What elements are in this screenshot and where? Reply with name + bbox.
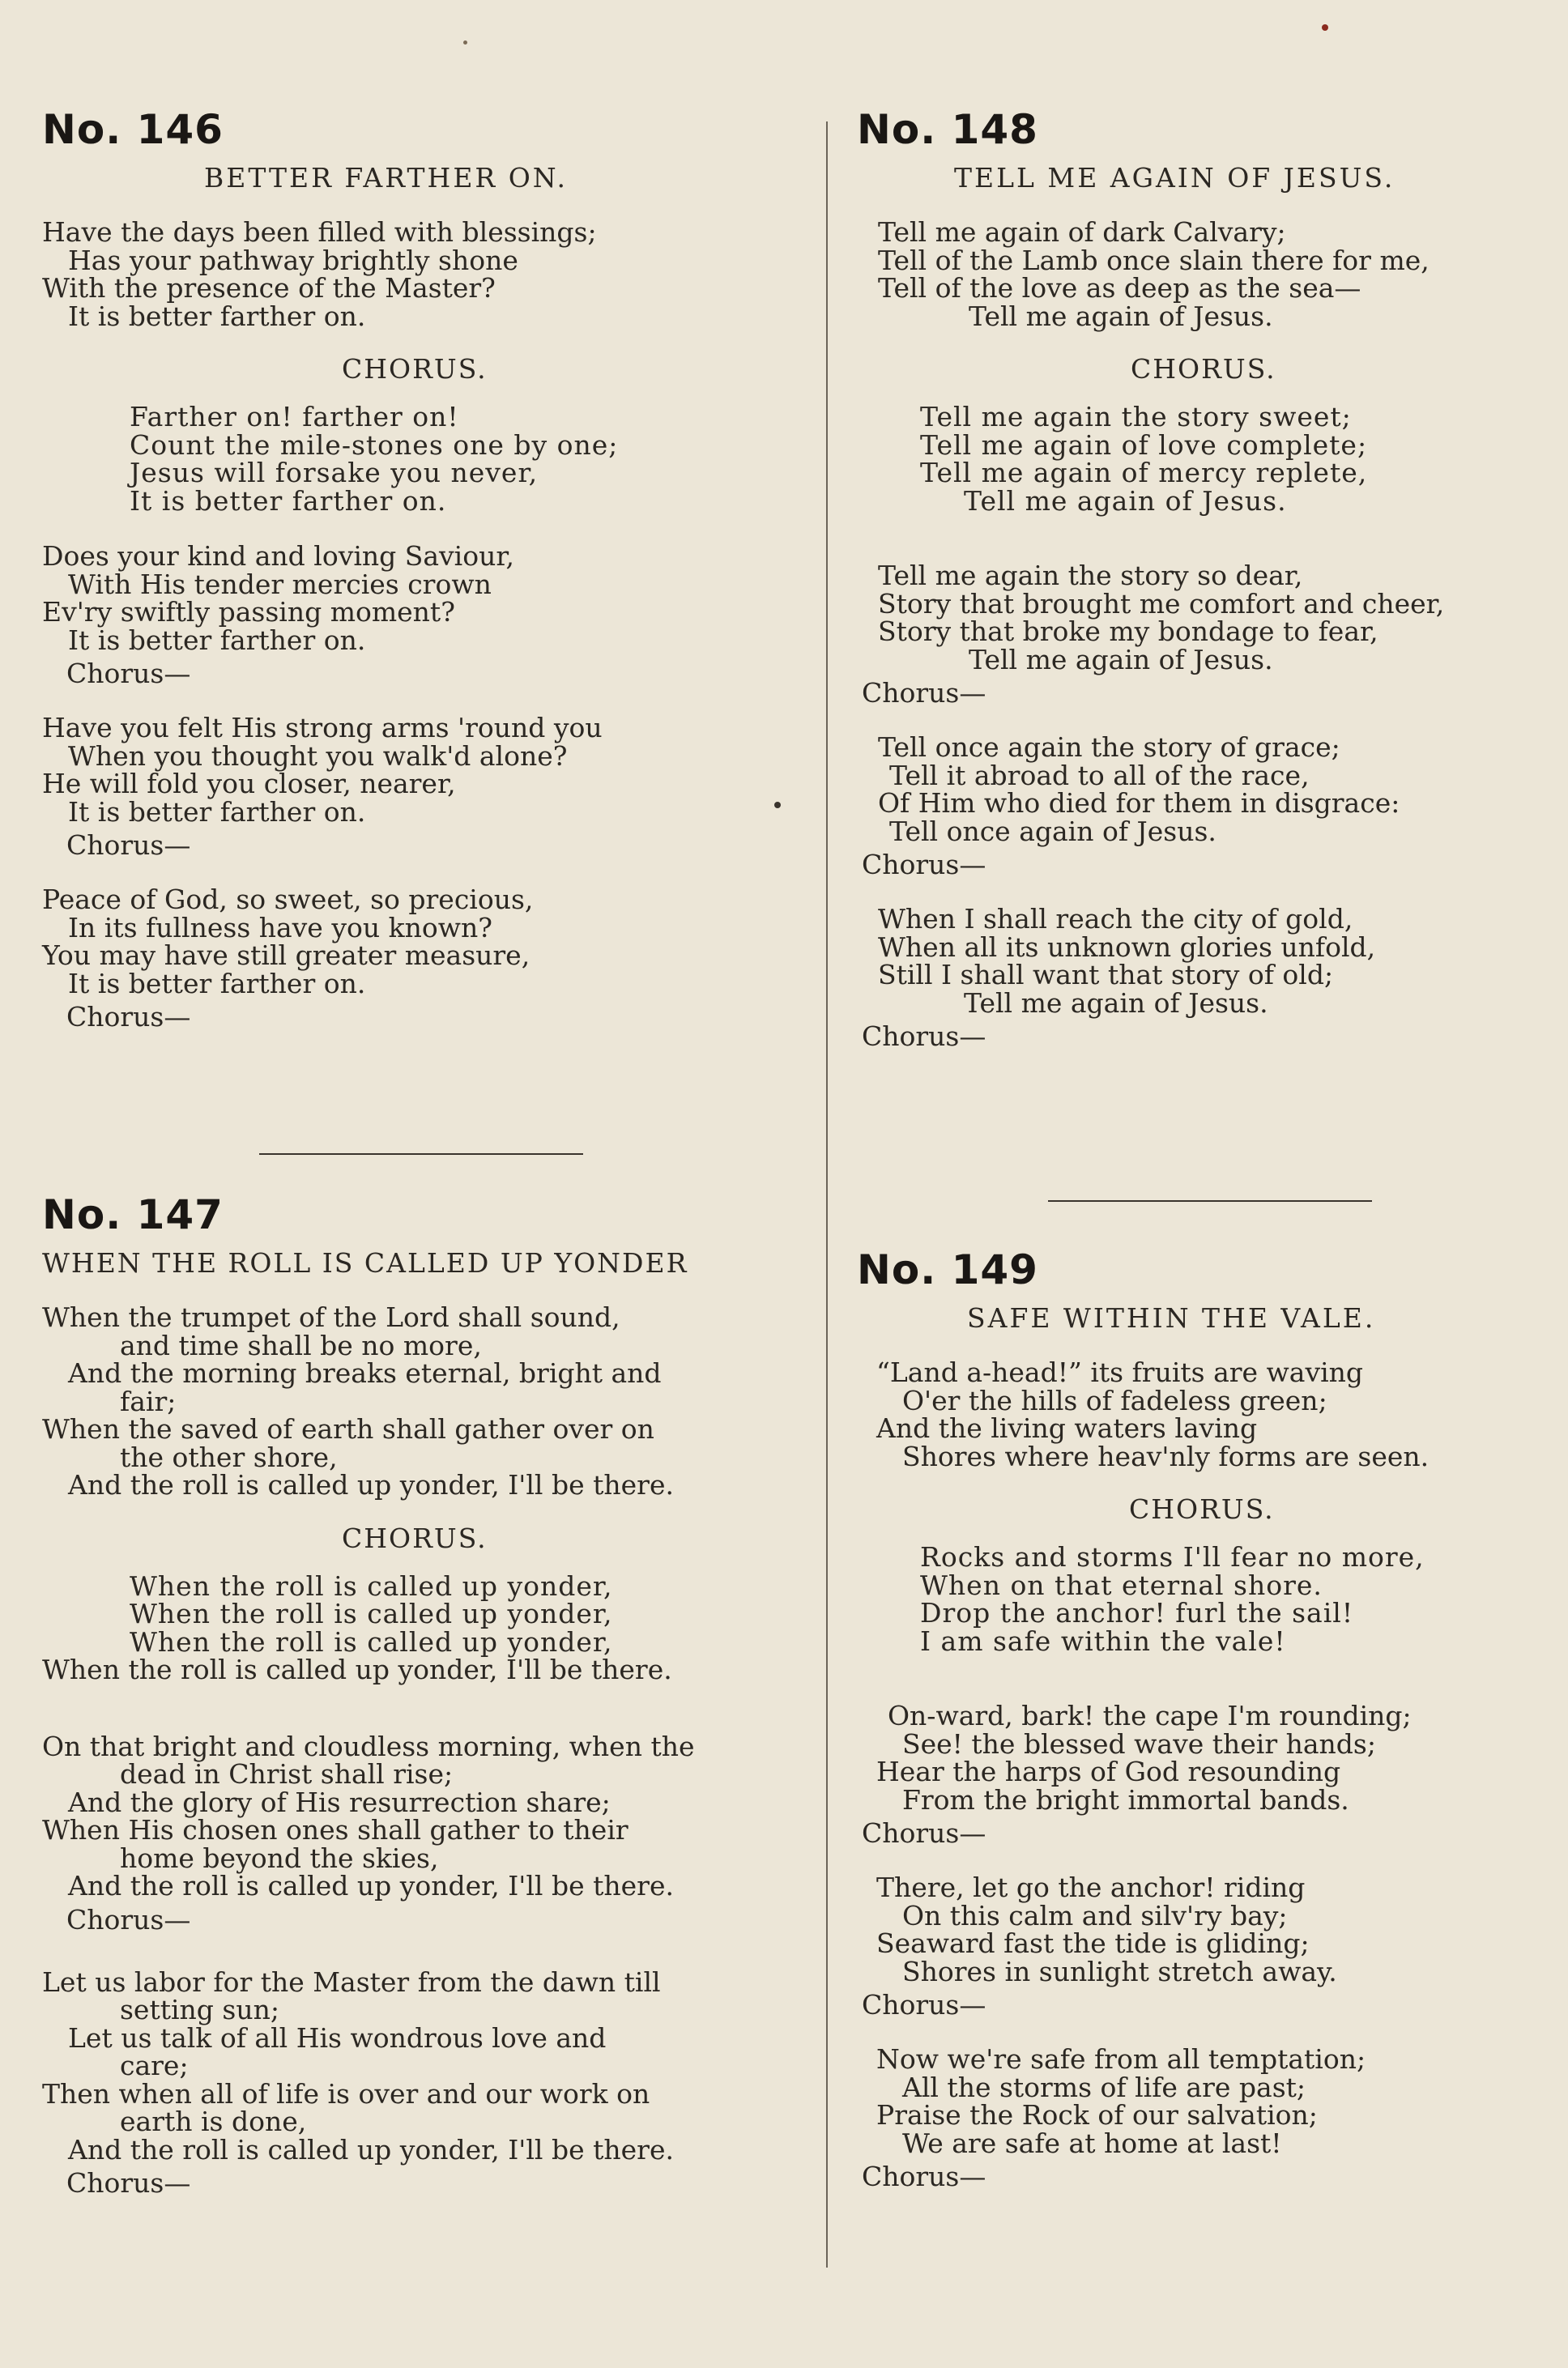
verse-line: care; (120, 2050, 189, 2081)
hymn-149 (857, 1246, 1553, 2217)
verse-line: Does your kind and loving Saviour, (42, 540, 514, 572)
hymn-number: No. 148 (857, 106, 1038, 153)
verse-line: When I shall reach the city of gold, (878, 903, 1353, 935)
hymn-148 (857, 105, 1553, 1077)
verse-line: It is better farther on. (68, 300, 366, 332)
chorus-line: Tell me again of mercy replete, (920, 457, 1368, 488)
chorus-heading: CHORUS. (1131, 353, 1276, 385)
column-divider (826, 121, 828, 2268)
chorus-line: When the roll is called up yonder, (130, 1569, 613, 1602)
chorus-refrain: Chorus— (66, 2167, 191, 2199)
stanza-2 (42, 540, 820, 656)
chorus-text (42, 403, 820, 515)
verse-line: Has your pathway brightly shone (68, 244, 518, 276)
chorus-line: When the roll is called up yonder, I'll be there. (42, 1654, 672, 1685)
stanza-1 (42, 216, 820, 332)
verse-line: On-ward, bark! the cape I'm rounding; (888, 1700, 1412, 1731)
verse-line: Tell once again the story of grace; (878, 731, 1340, 763)
verse-line: Tell me again of Jesus. (969, 300, 1273, 332)
stanza-2 (42, 1730, 820, 1902)
stanza-3 (42, 714, 820, 826)
chorus-line: Jesus will forsake you never, (130, 457, 539, 488)
chorus-line: When the roll is called up yonder, (130, 1625, 613, 1658)
verse-line: And the roll is called up yonder, I'll be there. (68, 1469, 674, 1501)
verse-line: When you thought you walk'd alone? (68, 739, 568, 772)
chorus-heading: CHORUS. (1129, 1493, 1275, 1525)
verse-line: fair; (120, 1385, 177, 1417)
chorus-refrain: Chorus— (66, 1903, 191, 1936)
verse-line: Tell me again of dark Calvary; (878, 216, 1286, 248)
chorus-text (42, 1569, 820, 1685)
stanza-3 (42, 1966, 820, 2166)
verse-line: O'er the hills of fadeless green; (902, 1384, 1327, 1416)
hymn-146 (42, 105, 820, 1058)
verse-line: Shores where heav'nly forms are seen. (902, 1440, 1430, 1472)
verse-line: Hear the harps of God resounding (876, 1756, 1341, 1787)
verse-line: Seaward fast the tide is gliding; (876, 1927, 1310, 1959)
hymn-title: TELL ME AGAIN OF JESUS. (954, 162, 1395, 194)
chorus-line: Count the mile-stones one by one; (130, 428, 619, 461)
verse-line: And the living waters laving (876, 1412, 1258, 1444)
verse-line: There, let go the anchor! riding (876, 1872, 1306, 1903)
chorus-refrain: Chorus— (66, 658, 191, 689)
chorus-line: Rocks and storms I'll fear no more, (920, 1541, 1425, 1573)
section-separator (259, 1153, 583, 1155)
chorus-line: Drop the anchor! furl the sail! (920, 1597, 1354, 1629)
verse-line: Tell once again of Jesus. (889, 815, 1216, 847)
verse-line: Have you felt His strong arms 'round you (42, 712, 603, 743)
verse-line: When all its unknown glories unfold, (878, 931, 1376, 963)
right-column (857, 0, 1553, 2368)
chorus-refrain: Chorus— (862, 1817, 986, 1849)
chorus-line: When on that eternal shore. (920, 1569, 1323, 1601)
chorus-line: It is better farther on. (130, 484, 447, 517)
verse-line: Story that broke my bondage to fear, (878, 615, 1378, 647)
stanza-3 (857, 731, 1553, 847)
chorus-refrain: Chorus— (862, 2161, 986, 2192)
stanza-4 (857, 2043, 1553, 2159)
verse-line: When the trumpet of the Lord shall sound, (42, 1301, 620, 1333)
verse-line: Ev'ry swiftly passing moment? (42, 596, 455, 628)
verse-line: and time shall be no more, (120, 1329, 482, 1361)
verse-line: Of Him who died for them in disgrace: (878, 787, 1400, 819)
chorus-heading: CHORUS. (342, 1522, 488, 1554)
verse-line: And the roll is called up yonder, I'll be there. (68, 1870, 674, 1902)
chorus-refrain: Chorus— (66, 829, 191, 861)
hymn-title: WHEN THE ROLL IS CALLED UP YONDER (42, 1247, 688, 1279)
hymn-number: No. 149 (857, 1246, 1038, 1293)
verse-line: And the roll is called up yonder, I'll be there. (68, 2133, 674, 2166)
verse-line: Tell it abroad to all of the race, (889, 759, 1310, 791)
verse-line: He will fold you closer, nearer, (42, 768, 456, 799)
section-separator (1048, 1200, 1372, 1202)
verse-line: Then when all of life is over and our work on (42, 2077, 650, 2110)
stanza-1 (857, 216, 1553, 332)
chorus-refrain: Chorus— (862, 1020, 986, 1052)
verse-line: On that bright and cloudless morning, when the (42, 1730, 695, 1762)
verse-line: You may have still greater measure, (42, 939, 530, 971)
verse-line: Story that brought me comfort and cheer, (878, 587, 1445, 620)
verse-line: Tell of the love as deep as the sea— (878, 272, 1361, 304)
verse-line: With the presence of the Master? (42, 272, 496, 304)
verse-line: earth is done, (120, 2106, 307, 2137)
verse-line: Let us labor for the Master from the dawn till (42, 1966, 661, 1998)
chorus-line: Tell me again of love complete; (920, 428, 1368, 461)
verse-line: Tell me again the story so dear, (878, 560, 1303, 591)
hymn-title: SAFE WITHIN THE VALE. (967, 1302, 1376, 1334)
verse-line: Peace of God, so sweet, so precious, (42, 884, 534, 915)
chorus-line: Tell me again the story sweet; (920, 401, 1352, 432)
verse-line: When His chosen ones shall gather to their (42, 1814, 628, 1846)
verse-line: See! the blessed wave their hands; (902, 1727, 1376, 1760)
chorus-refrain: Chorus— (862, 677, 986, 709)
verse-line: It is better farther on. (68, 795, 366, 828)
chorus-heading: CHORUS. (342, 353, 488, 385)
verse-line: Have the days been filled with blessings; (42, 216, 597, 248)
verse-line: On this calm and silv'ry bay; (902, 1899, 1288, 1931)
verse-line: All the storms of life are past; (902, 2071, 1306, 2103)
verse-line: dead in Christ shall rise; (120, 1758, 454, 1790)
verse-line: And the morning breaks eternal, bright and (68, 1357, 662, 1389)
verse-line: Tell of the Lamb once slain there for me, (878, 244, 1430, 276)
verse-line: When the saved of earth shall gather over on (42, 1413, 654, 1445)
hymn-147 (42, 1190, 820, 2224)
verse-line: Praise the Rock of our salvation; (876, 2099, 1318, 2131)
print-speck (463, 40, 467, 45)
verse-line: the other shore, (120, 1441, 338, 1473)
verse-line: Now we're safe from all temptation; (876, 2043, 1366, 2075)
print-speck (1322, 24, 1328, 31)
verse-line: From the bright immortal bands. (902, 1783, 1349, 1816)
verse-line: And the glory of His resurrection share; (68, 1786, 611, 1818)
chorus-line: I am safe within the vale! (920, 1625, 1286, 1657)
stanza-2 (857, 562, 1553, 674)
verse-line: Still I shall want that story of old; (878, 959, 1334, 990)
chorus-line: Tell me again of Jesus. (964, 484, 1287, 517)
hymn-number: No. 147 (42, 1191, 224, 1238)
stanza-4 (42, 886, 820, 998)
left-column (42, 0, 820, 2368)
verse-line: We are safe at home at last! (902, 2127, 1282, 2159)
verse-line: home beyond the skies, (120, 1842, 439, 1874)
verse-line: It is better farther on. (68, 624, 366, 656)
chorus-text (857, 403, 1553, 515)
verse-line: With His tender mercies crown (68, 568, 492, 600)
stanza-2 (857, 1702, 1553, 1814)
stanza-4 (857, 905, 1553, 1017)
hymn-number: No. 146 (42, 106, 224, 153)
chorus-text (857, 1541, 1553, 1657)
chorus-line: Farther on! farther on! (130, 401, 459, 432)
verse-line: “Land a-head!” its fruits are waving (876, 1356, 1364, 1388)
print-speck (774, 802, 781, 808)
chorus-line: When the roll is called up yonder, (130, 1598, 613, 1629)
chorus-refrain: Chorus— (862, 1989, 986, 2021)
verse-line: It is better farther on. (68, 967, 366, 999)
verse-line: Tell me again of Jesus. (964, 986, 1268, 1019)
stanza-1 (42, 1301, 820, 1501)
verse-line: In its fullness have you known? (68, 911, 492, 943)
verse-line: Tell me again of Jesus. (969, 643, 1273, 675)
stanza-1 (857, 1356, 1553, 1472)
stanza-3 (857, 1874, 1553, 1986)
chorus-refrain: Chorus— (862, 849, 986, 880)
verse-line: setting sun; (120, 1994, 279, 2025)
verse-line: Let us talk of all His wondrous love and (68, 2021, 607, 2054)
verse-line: Shores in sunlight stretch away. (902, 1955, 1337, 1987)
hymn-title: BETTER FARTHER ON. (204, 162, 569, 194)
chorus-refrain: Chorus— (66, 1001, 191, 1033)
